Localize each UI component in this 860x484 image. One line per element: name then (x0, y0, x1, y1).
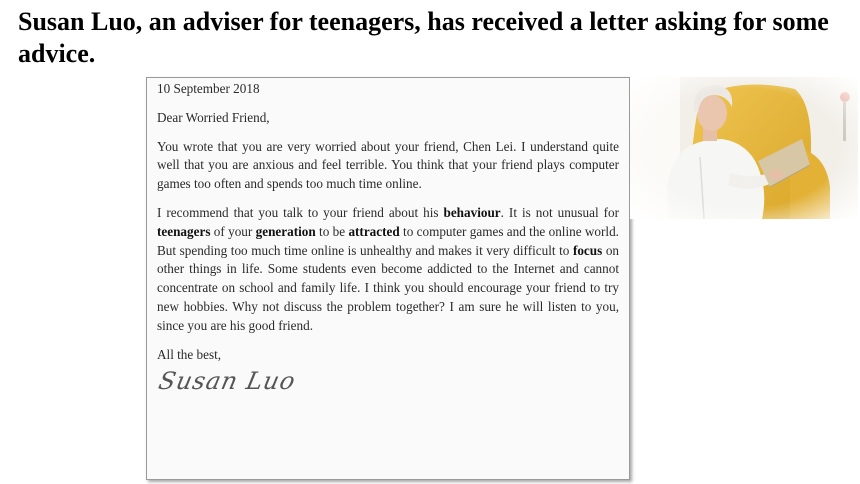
photo-woman-reading (630, 77, 858, 219)
para2-text-2: . It is not unusual for (500, 204, 619, 220)
woman-reading-illustration (630, 77, 858, 219)
letter-paragraph-1: You wrote that you are very worried about your friend, Chen Lei. I understand quite well that you are anxious and feel terrible. You think that your friend plays computer games too often and spends too much time online. (157, 138, 619, 192)
letter-greeting: Dear Worried Friend, (157, 109, 270, 125)
keyword-generation: generation (255, 223, 316, 239)
keyword-teenagers: teenagers (157, 223, 211, 239)
para2-text-1: I recommend that you talk to your friend about his (157, 204, 444, 220)
signature: Susan Luo (156, 367, 299, 396)
keyword-behaviour: behaviour (443, 204, 501, 220)
letter-date: 10 September 2018 (157, 81, 260, 96)
para2-text-5: to computer games and the online world. But spending too much time online is unhealthy and makes it very difficult to (157, 223, 619, 258)
keyword-attracted: attracted (348, 223, 400, 239)
letter (146, 77, 630, 480)
para2-text-6: on other things in life. Some students even become addicted to the Internet and cannot concentrate on school and family life. I think you should encourage your friend to try new hobbies. Why not discuss the problem together? I am sure he will listen to you, since you are his good friend. (157, 242, 620, 333)
page-heading: Susan Luo, an adviser for teenagers, has received a letter asking for some advice. (18, 7, 829, 68)
keyword-focus: focus (572, 242, 603, 258)
letter-closing: All the best, (157, 346, 222, 362)
para2-text-4: to be (315, 223, 349, 239)
letter-paragraph-2 (157, 204, 619, 336)
para2-text-3: of your (210, 223, 256, 239)
